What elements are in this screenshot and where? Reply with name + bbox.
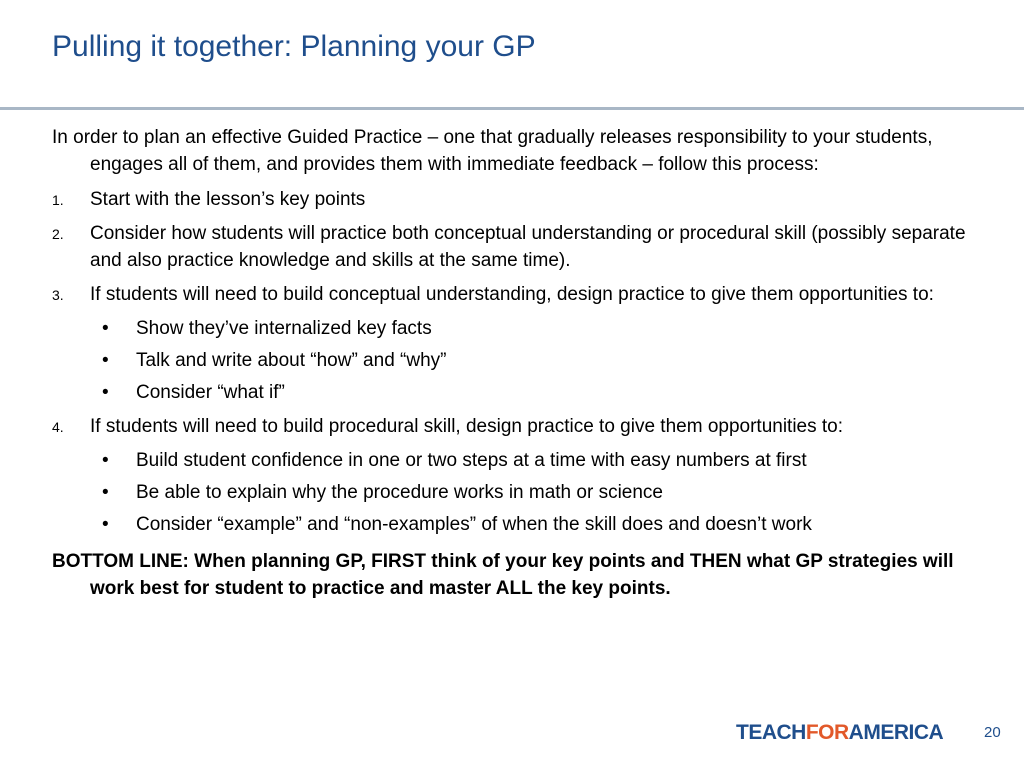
step-number: 4. <box>52 419 64 435</box>
step-4 <box>52 413 967 440</box>
bullet-text: Consider “example” and “non-examples” of when the skill does and doesn’t work <box>136 514 812 535</box>
page-number: 20 <box>984 724 1001 741</box>
logo-for: FOR <box>805 721 849 744</box>
title-divider <box>0 107 1024 110</box>
step-text: Consider how students will practice both conceptual understanding or procedural skill (possibly separate and also practice knowledge and skills at the same time). <box>90 223 966 271</box>
step-number: 2. <box>52 226 64 242</box>
step-4-bullets <box>52 447 967 538</box>
step-3 <box>52 281 967 308</box>
slide-body <box>52 124 967 602</box>
logo-teach: TEACH <box>736 721 806 744</box>
bullet-text: Be able to explain why the procedure works in math or science <box>136 482 663 503</box>
bottom-line-text: BOTTOM LINE: When planning GP, FIRST think of your key points and THEN what GP strategies will work best for student to practice and master ALL the key points. <box>52 551 954 599</box>
list-item <box>52 511 967 538</box>
step-text: If students will need to build conceptual understanding, design practice to give them opportunities to: <box>90 284 934 305</box>
intro-text: In order to plan an effective Guided Practice – one that gradually releases responsibility to your students, engages all of them, and provides them with immediate feedback – follow this process: <box>52 127 933 175</box>
bullet-glyph: • <box>102 318 109 339</box>
list-item <box>52 447 967 474</box>
bullet-glyph: • <box>102 350 109 371</box>
list-item <box>52 479 967 506</box>
bullet-text: Build student confidence in one or two steps at a time with easy numbers at first <box>136 450 807 471</box>
logo-america: AMERICA <box>848 721 944 744</box>
bullet-text: Show they’ve internalized key facts <box>136 318 432 339</box>
step-3-bullets <box>52 315 967 406</box>
slide-title: Pulling it together: Planning your GP <box>52 30 536 63</box>
step-2 <box>52 220 967 274</box>
step-text: If students will need to build procedural skill, design practice to give them opportunities to: <box>90 416 844 437</box>
step-number: 3. <box>52 287 64 303</box>
bullet-glyph: • <box>102 450 109 471</box>
list-item <box>52 315 967 342</box>
bullet-glyph: • <box>102 482 109 503</box>
bullet-glyph: • <box>102 514 109 535</box>
bullet-text: Consider “what if” <box>136 382 285 403</box>
step-1 <box>52 186 967 213</box>
list-item <box>52 347 967 374</box>
bullet-text: Talk and write about “how” and “why” <box>136 350 447 371</box>
step-number: 1. <box>52 192 64 208</box>
step-text: Start with the lesson’s key points <box>90 189 366 210</box>
list-item <box>52 379 967 406</box>
bullet-glyph: • <box>102 382 109 403</box>
teach-for-america-logo <box>736 721 943 745</box>
